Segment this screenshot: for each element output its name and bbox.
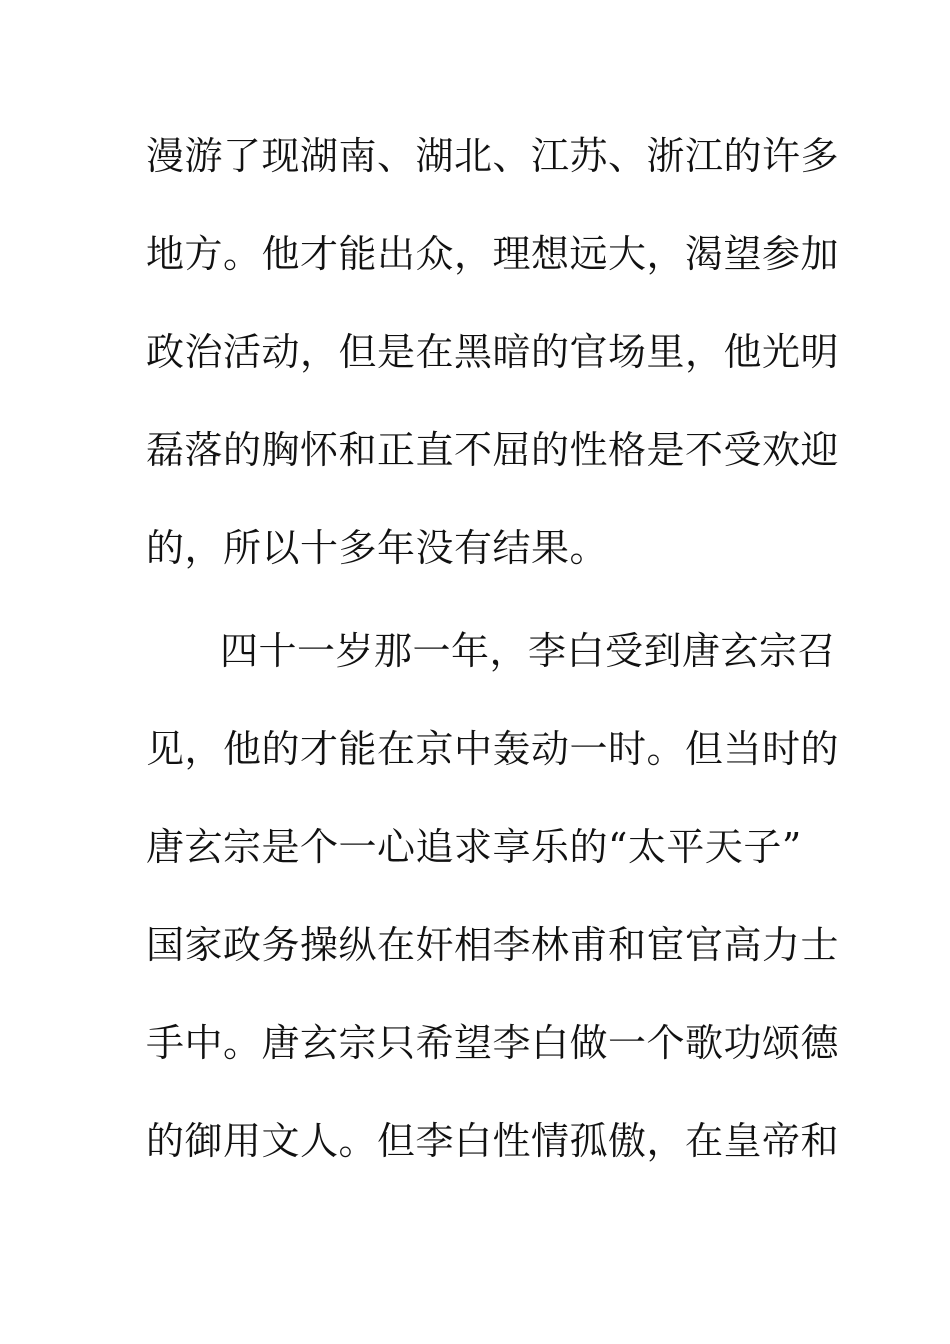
text-line-10: 手中。唐玄宗只希望李白做一个歌功颂德 (146, 1021, 840, 1065)
text-line-4: 磊落的胸怀和正直不屈的性格是不受欢迎 (146, 428, 840, 472)
paragraph-start-line: 四十一岁那一年，李白受到唐玄宗召 (220, 629, 837, 673)
text-line-11: 的御用文人。但李白性情孤傲，在皇帝和 (146, 1119, 840, 1163)
text-line-2: 地方。他才能出众，理想远大，渴望参加 (146, 232, 840, 276)
text-line-3: 政治活动，但是在黑暗的官场里，他光明 (146, 330, 840, 374)
text-line-9: 国家政务操纵在奸相李林甫和宦官高力士 (146, 923, 840, 967)
text-line-1: 漫游了现湖南、湖北、江苏、浙江的许多 (146, 134, 840, 178)
text-line-7: 见，他的才能在京中轰动一时。但当时的 (146, 727, 840, 771)
text-line-5: 的，所以十多年没有结果。 (146, 526, 609, 570)
text-line-8: 唐玄宗是个一心追求享乐的“太平天子” (146, 825, 802, 869)
